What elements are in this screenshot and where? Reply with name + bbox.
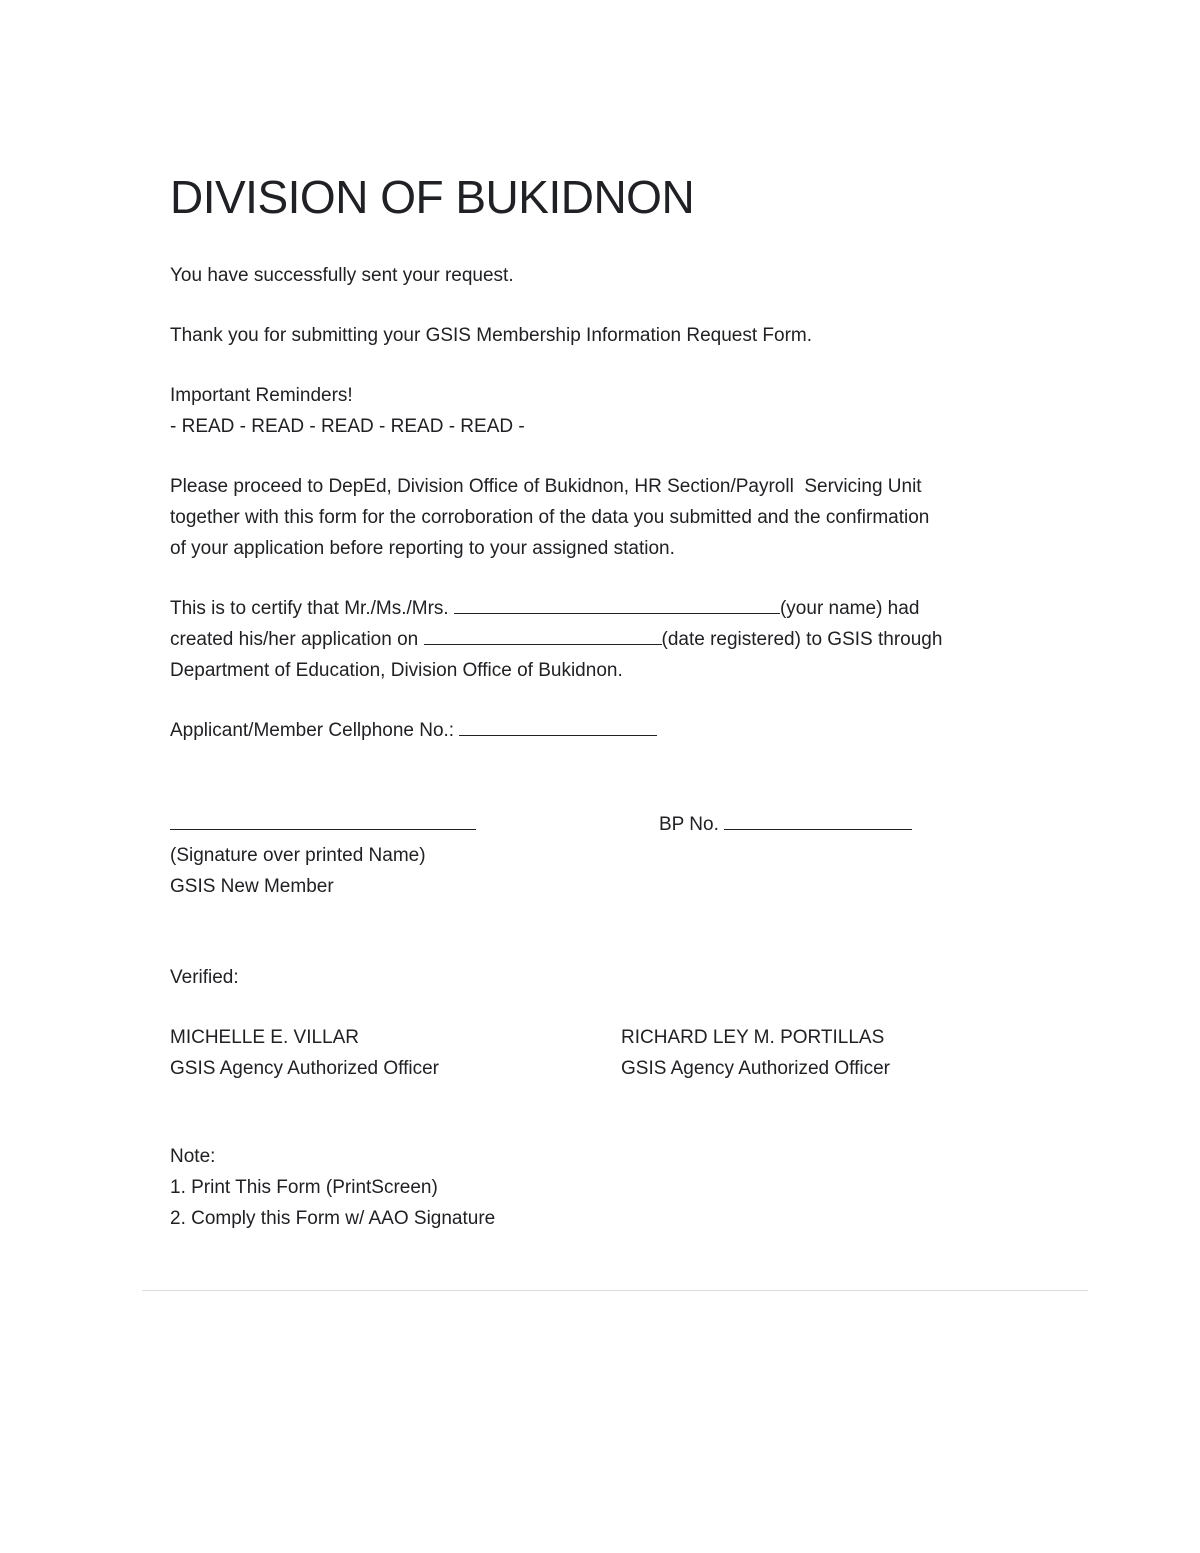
cellphone-label: Applicant/Member Cellphone No.:	[170, 720, 460, 741]
instructions-line-2: together with this form for the corroboration of the data you submitted and the confirmation	[170, 507, 930, 528]
bp-label: BP No.	[659, 814, 725, 835]
name-blank-line	[454, 595, 780, 614]
signature-blank-line	[170, 811, 476, 830]
cellphone-blank-line	[459, 717, 657, 736]
certify-line-1	[170, 593, 1090, 624]
officer-name: MICHELLE E. VILLAR	[170, 1027, 360, 1048]
application-suffix: (date registered) to GSIS through	[661, 629, 943, 650]
officer-name: RICHARD LEY M. PORTILLAS	[621, 1027, 885, 1048]
footer-divider	[142, 1290, 1088, 1291]
application-prefix: created his/her application on	[170, 629, 424, 650]
reminders-line: - READ - READ - READ - READ - READ -	[170, 416, 525, 437]
thank-you-message: Thank you for submitting your GSIS Membership Information Request Form.	[170, 325, 813, 346]
certify-line-2	[170, 624, 1090, 655]
officer-role: GSIS Agency Authorized Officer	[170, 1058, 439, 1079]
success-message: You have successfully sent your request.	[170, 265, 514, 286]
instructions-block	[170, 471, 1090, 564]
certification-block	[170, 593, 1090, 686]
date-blank-line	[424, 626, 662, 645]
bp-blank-line	[724, 811, 912, 830]
bp-number-block	[659, 809, 912, 840]
cellphone-row	[170, 715, 1090, 746]
signature-caption: (Signature over printed Name)	[170, 845, 426, 866]
form-content	[170, 170, 1090, 1234]
note-title: Note:	[170, 1146, 216, 1167]
signature-role: GSIS New Member	[170, 876, 334, 897]
instructions-line-3: of your application before reporting to your assigned station.	[170, 538, 675, 559]
reminders-block	[170, 380, 1090, 442]
officer-role: GSIS Agency Authorized Officer	[621, 1058, 890, 1079]
note-item: 1. Print This Form (PrintScreen)	[170, 1177, 438, 1198]
reminders-title: Important Reminders!	[170, 385, 353, 406]
note-block	[170, 1141, 1090, 1234]
officer-block	[170, 1022, 439, 1084]
officers-row	[170, 1022, 1090, 1084]
instructions-line-1: Please proceed to DepEd, Division Office of Bukidnon, HR Section/Payroll Servicing Unit	[170, 476, 922, 497]
officer-block	[621, 1022, 890, 1084]
signature-row	[170, 809, 1090, 901]
certify-prefix: This is to certify that Mr./Ms./Mrs.	[170, 598, 454, 619]
signature-block	[170, 809, 476, 902]
certify-line-3: Department of Education, Division Office of Bukidnon.	[170, 660, 623, 681]
page-title: DIVISION OF BUKIDNON	[170, 171, 695, 223]
note-item: 2. Comply this Form w/ AAO Signature	[170, 1208, 496, 1229]
certify-suffix: (your name) had	[779, 598, 920, 619]
verified-label: Verified:	[170, 967, 239, 988]
